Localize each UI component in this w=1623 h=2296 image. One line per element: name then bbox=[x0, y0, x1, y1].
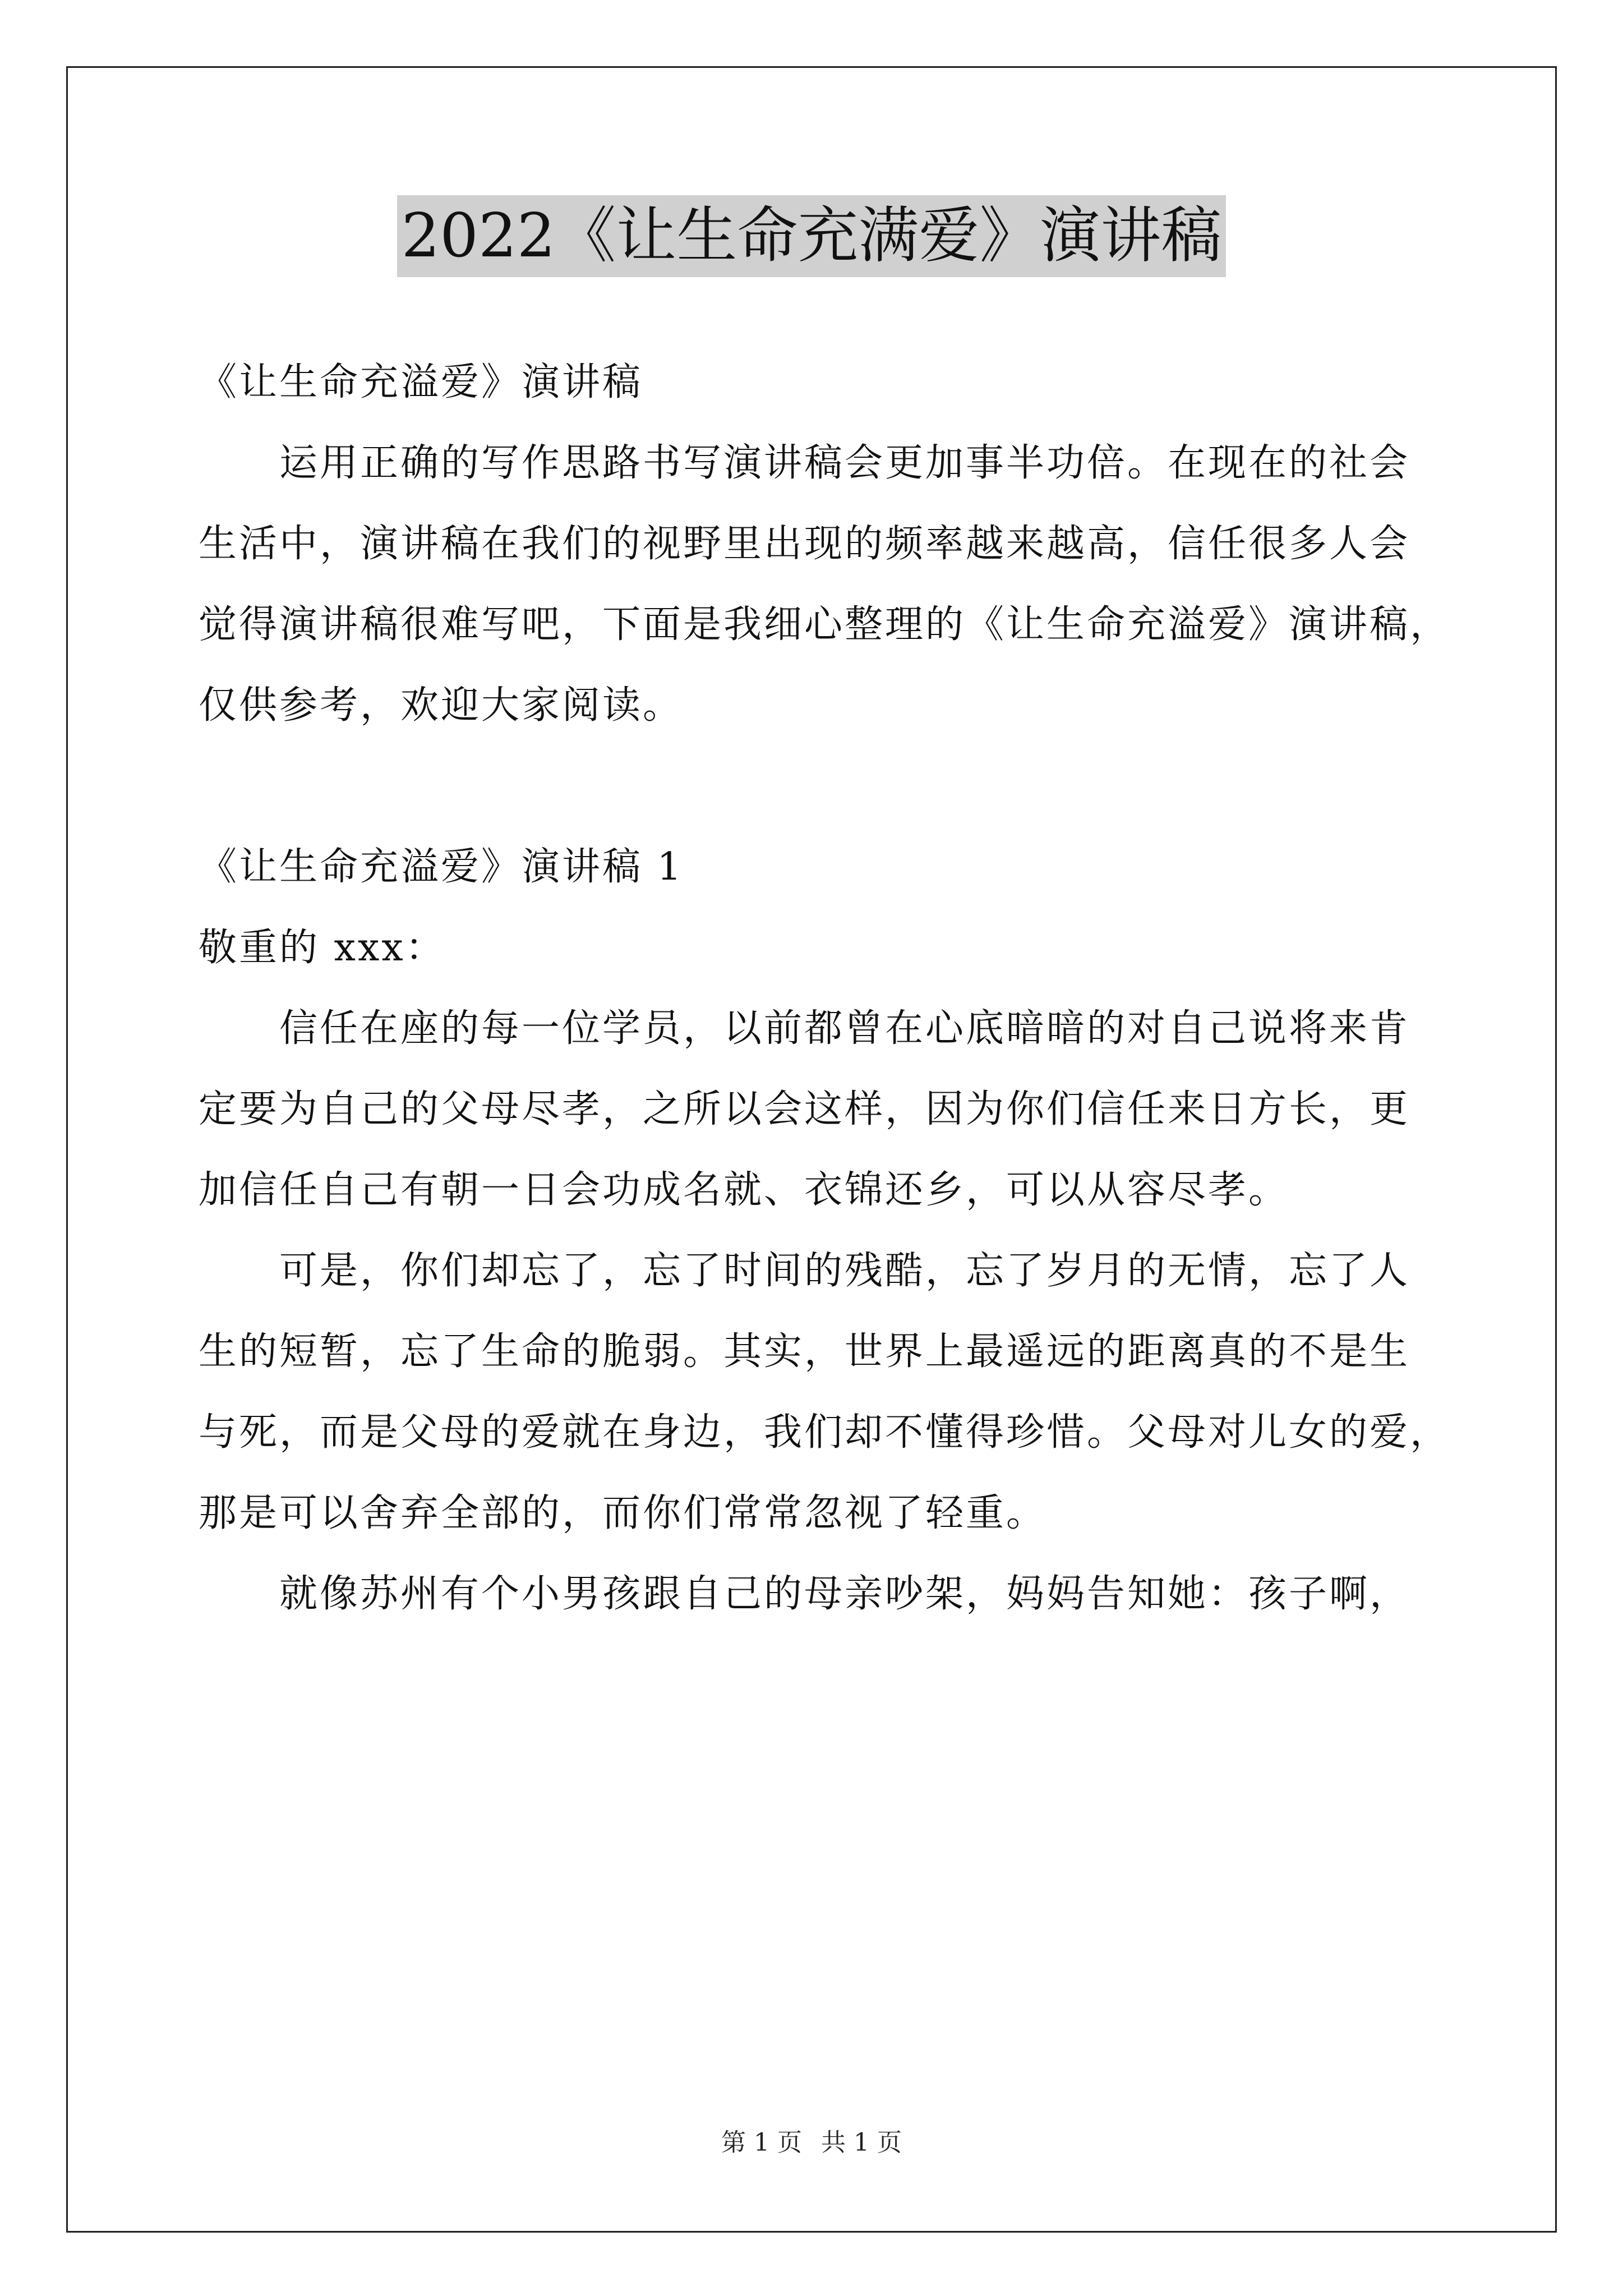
paragraph-line: 与死，而是父母的爱就在身边，我们却不懂得珍惜。父母对儿女的爱， bbox=[199, 1410, 1451, 1455]
title-container bbox=[0, 195, 1623, 277]
intro-line: 运用正确的写作思路书写演讲稿会更加事半功倍。在现在的社会 bbox=[279, 441, 1410, 485]
paragraph-line: 可是，你们却忘了，忘了时间的残酷，忘了岁月的无情，忘了人 bbox=[279, 1249, 1410, 1293]
page-number: 第 1 页 bbox=[721, 2128, 802, 2157]
page-footer bbox=[0, 2126, 1623, 2160]
paragraph-line: 加信任自己有朝一日会功成名就、衣锦还乡，可以从容尽孝。 bbox=[199, 1168, 1289, 1212]
subtitle: 《让生命充溢爱》演讲稿 bbox=[199, 360, 643, 404]
section-heading: 《让生命充溢爱》演讲稿 1 bbox=[199, 845, 684, 889]
paragraph-line: 生的短暂，忘了生命的脆弱。其实，世界上最遥远的距离真的不是生 bbox=[199, 1329, 1410, 1374]
paragraph-line: 定要为自己的父母尽孝，之所以会这样，因为你们信任来日方长，更 bbox=[199, 1087, 1410, 1131]
paragraph-line: 那是可以舍弃全部的，而你们常常忽视了轻重。 bbox=[199, 1491, 1047, 1535]
intro-line: 觉得演讲稿很难写吧，下面是我细心整理的《让生命充溢爱》演讲稿， bbox=[199, 602, 1451, 647]
intro-line: 仅供参考，欢迎大家阅读。 bbox=[199, 683, 684, 728]
intro-line: 生活中，演讲稿在我们的视野里出现的频率越来越高，信任很多人会 bbox=[199, 522, 1410, 566]
page-total: 共 1 页 bbox=[821, 2128, 902, 2157]
section-spacer bbox=[199, 746, 1460, 827]
salutation: 敬重的 xxx： bbox=[199, 926, 446, 970]
document-title: 2022《让生命充满爱》演讲稿 bbox=[397, 195, 1227, 277]
paragraph-line: 就像苏州有个小男孩跟自己的母亲吵架，妈妈告知她：孩子啊， bbox=[279, 1572, 1410, 1616]
document-body bbox=[199, 342, 1460, 1635]
paragraph-line: 信任在座的每一位学员，以前都曾在心底暗暗的对自己说将来肯 bbox=[279, 1006, 1410, 1051]
